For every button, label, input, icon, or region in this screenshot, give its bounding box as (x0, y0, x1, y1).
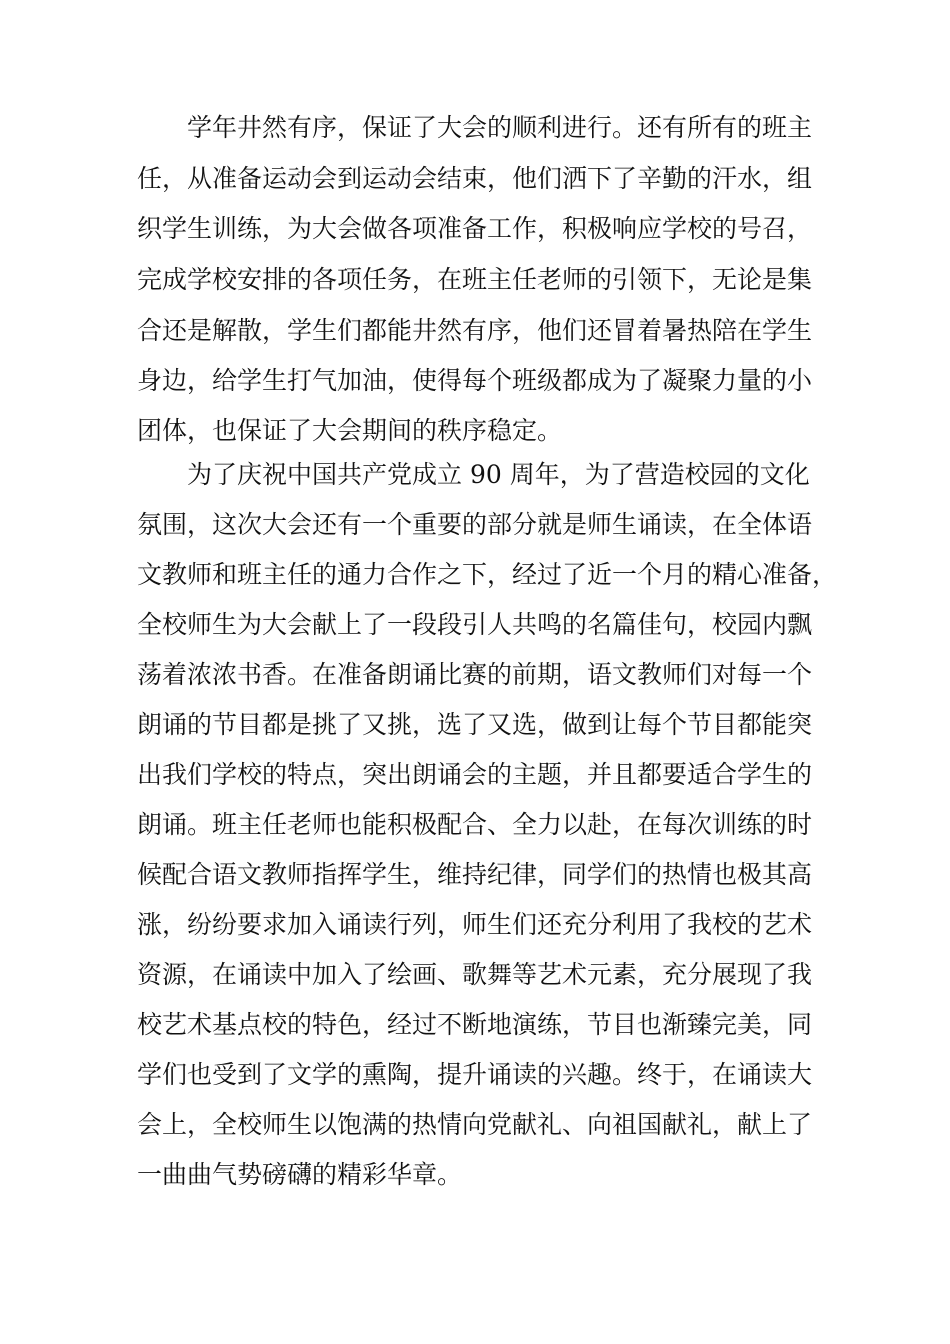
text-line: 完成学校安排的各项任务，在班主任老师的引领下，无论是集 (137, 265, 813, 294)
text-line: 任，从准备运动会到运动会结束，他们洒下了辛勤的汗水，组 (137, 164, 813, 193)
text-line: 涨，纷纷要求加入诵读行列，师生们还充分利用了我校的艺术 (137, 910, 813, 939)
text-line: 全校师生为大会献上了一段段引人共鸣的名篇佳句，校园内飘 (137, 610, 813, 639)
text-line: 一曲曲气势磅礴的精彩华章。 (137, 1160, 463, 1189)
text-line: 为了庆祝中国共产党成立 90 周年，为了营造校园的文化 (187, 460, 810, 489)
text-line: 合还是解散，学生们都能井然有序，他们还冒着暑热陪在学生 (137, 316, 813, 345)
text-line: 资源，在诵读中加入了绘画、歌舞等艺术元素，充分展现了我 (137, 960, 813, 989)
text-line: 朗诵的节目都是挑了又挑，选了又选，做到让每个节目都能突 (137, 710, 813, 739)
text-line: 身边，给学生打气加油，使得每个班级都成为了凝聚力量的小 (137, 366, 813, 395)
text-line: 织学生训练，为大会做各项准备工作，积极响应学校的号召， (137, 214, 813, 243)
text-line: 氛围，这次大会还有一个重要的部分就是师生诵读，在全体语 (137, 510, 813, 539)
text-line: 荡着浓浓书香。在准备朗诵比赛的前期，语文教师们对每一个 (137, 660, 813, 689)
text-line: 团体，也保证了大会期间的秩序稳定。 (137, 416, 563, 445)
text-line: 朗诵。班主任老师也能积极配合、全力以赴，在每次训练的时 (137, 810, 813, 839)
text-line: 学年井然有序，保证了大会的顺利进行。还有所有的班主 (187, 113, 813, 142)
text-line: 候配合语文教师指挥学生，维持纪律，同学们的热情也极其高 (137, 860, 813, 889)
text-line: 文教师和班主任的通力合作之下，经过了近一个月的精心准备， (137, 560, 838, 589)
text-line: 学们也受到了文学的熏陶，提升诵读的兴趣。终于，在诵读大 (137, 1060, 813, 1089)
text-line: 会上，全校师生以饱满的热情向党献礼、向祖国献礼，献上了 (137, 1110, 813, 1139)
text-line: 校艺术基点校的特色，经过不断地演练，节目也渐臻完美，同 (137, 1010, 813, 1039)
text-line: 出我们学校的特点，突出朗诵会的主题，并且都要适合学生的 (137, 760, 813, 789)
